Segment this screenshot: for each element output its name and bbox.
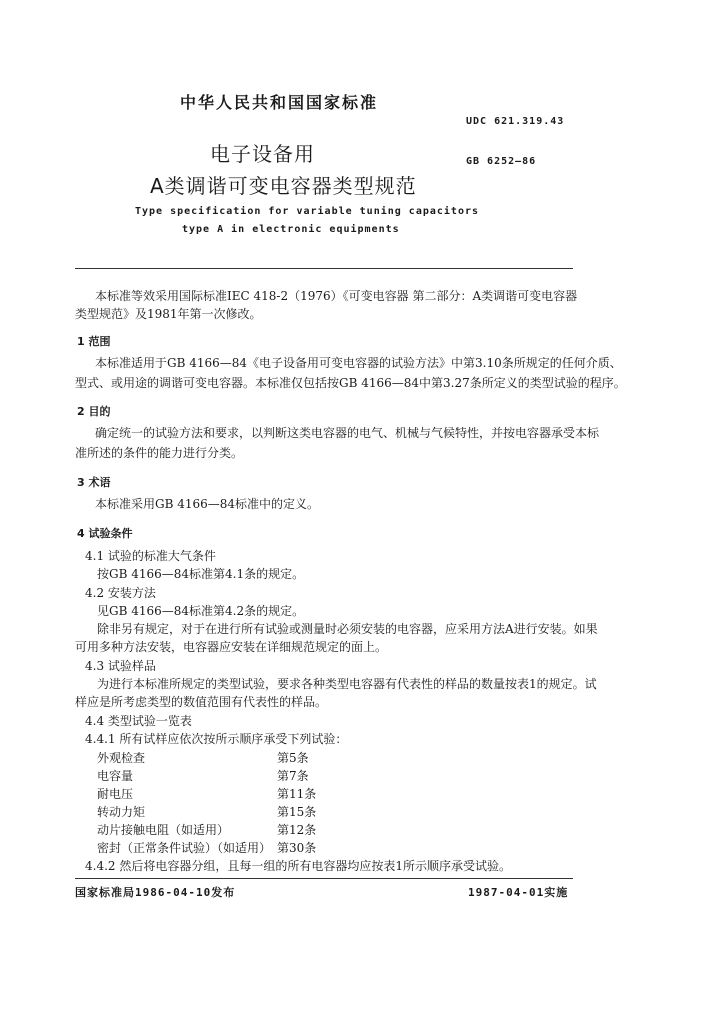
test-name: 动片接触电阻（如适用）	[97, 823, 230, 837]
section-3-line-1: 本标准采用GB 4166—84标准中的定义。	[95, 497, 320, 511]
section-4-3-text-2: 样应是所考虑类型的数值范围有代表性的样品。	[75, 695, 328, 709]
test-list-item	[97, 750, 309, 766]
intro-line-1: 本标准等效采用国际标准IEC 418-2（1976）《可变电容器 第二部分：A类调谐可变电容器	[95, 289, 578, 303]
effective-date: 1987-04-01实施	[468, 886, 569, 899]
intro-line-2: 类型规范》及1981年第一次修改。	[75, 307, 262, 321]
section-4-1-heading: 4.1 试验的标准大气条件	[85, 549, 216, 563]
gb-code: GB 6252—86	[466, 156, 537, 167]
test-list-item	[97, 786, 316, 802]
section-2-line-1: 确定统一的试验方法和要求，以判断这类电容器的电气、机械与气候特性，并按电容器承受本标	[95, 426, 600, 440]
english-title-line-1: Type specification for variable tuning capacitors	[135, 206, 480, 217]
header-divider	[75, 268, 573, 269]
test-name: 外观检查	[97, 751, 146, 765]
test-clause: 第30条	[277, 841, 317, 855]
section-1-line-1: 本标准适用于GB 4166—84《电子设备用可变电容器的试验方法》中第3.10条所规定的任何介质、	[95, 356, 622, 370]
test-list-item	[97, 768, 309, 784]
section-4-1-text: 按GB 4166—84标准第4.1条的规定。	[97, 567, 305, 581]
test-name: 耐电压	[97, 787, 134, 801]
section-1-line-2: 型式、或用途的调谐可变电容器。本标准仅包括按GB 4166—84中第3.27条所定义的类型试验的程序。	[75, 376, 626, 390]
test-clause: 第5条	[277, 751, 309, 765]
footer-divider	[75, 878, 573, 879]
test-name: 电容量	[97, 769, 134, 783]
test-clause: 第11条	[277, 787, 317, 801]
test-clause: 第15条	[277, 805, 317, 819]
section-3-heading: 3 术语	[77, 476, 111, 489]
section-4-4-1-heading: 4.4.1 所有试样应依次按所示顺序承受下列试验：	[85, 732, 348, 746]
section-2-line-2: 准所述的条件的能力进行分类。	[75, 446, 244, 460]
test-clause: 第7条	[277, 769, 309, 783]
section-4-3-heading: 4.3 试验样品	[85, 659, 156, 673]
issued-date: 国家标准局1986-04-10发布	[75, 886, 236, 899]
title-line-1: 电子设备用	[210, 142, 315, 166]
section-4-4-2-text: 4.4.2 然后将电容器分组，且每一组的所有电容器均应按表1所示顺序承受试验。	[85, 859, 511, 873]
test-clause: 第12条	[277, 823, 317, 837]
test-name: 转动力矩	[97, 805, 146, 819]
test-name: 密封（正常条件试验）（如适用）	[97, 841, 272, 855]
section-4-2-heading: 4.2 安装方法	[85, 586, 156, 600]
section-4-2-text-2: 除非另有规定，对于在进行所有试验或测量时必须安装的电容器，应采用方法A进行安装。如果	[97, 622, 598, 636]
section-4-2-text-1: 见GB 4166—84标准第4.2条的规定。	[97, 604, 305, 618]
section-4-heading: 4 试验条件	[77, 527, 133, 540]
section-2-heading: 2 目的	[77, 405, 111, 418]
section-1-heading: 1 范围	[77, 335, 111, 348]
udc-code: UDC 621.319.43	[466, 116, 565, 127]
national-standard-header: 中华人民共和国国家标准	[180, 93, 379, 112]
section-4-4-heading: 4.4 类型试验一览表	[85, 714, 192, 728]
test-list-item	[97, 804, 316, 820]
test-list-item	[97, 840, 316, 856]
english-title-line-2: type A in electronic equipments	[182, 224, 400, 235]
title-line-2: A类调谐可变电容器类型规范	[150, 174, 417, 198]
section-4-3-text-1: 为进行本标准所规定的类型试验，要求各种类型电容器有代表性的样品的数量按表1的规定。试	[97, 677, 597, 691]
section-4-2-text-3: 可用多种方法安装，电容器应安装在详细规范规定的面上。	[75, 640, 388, 654]
test-list-item	[97, 822, 316, 838]
